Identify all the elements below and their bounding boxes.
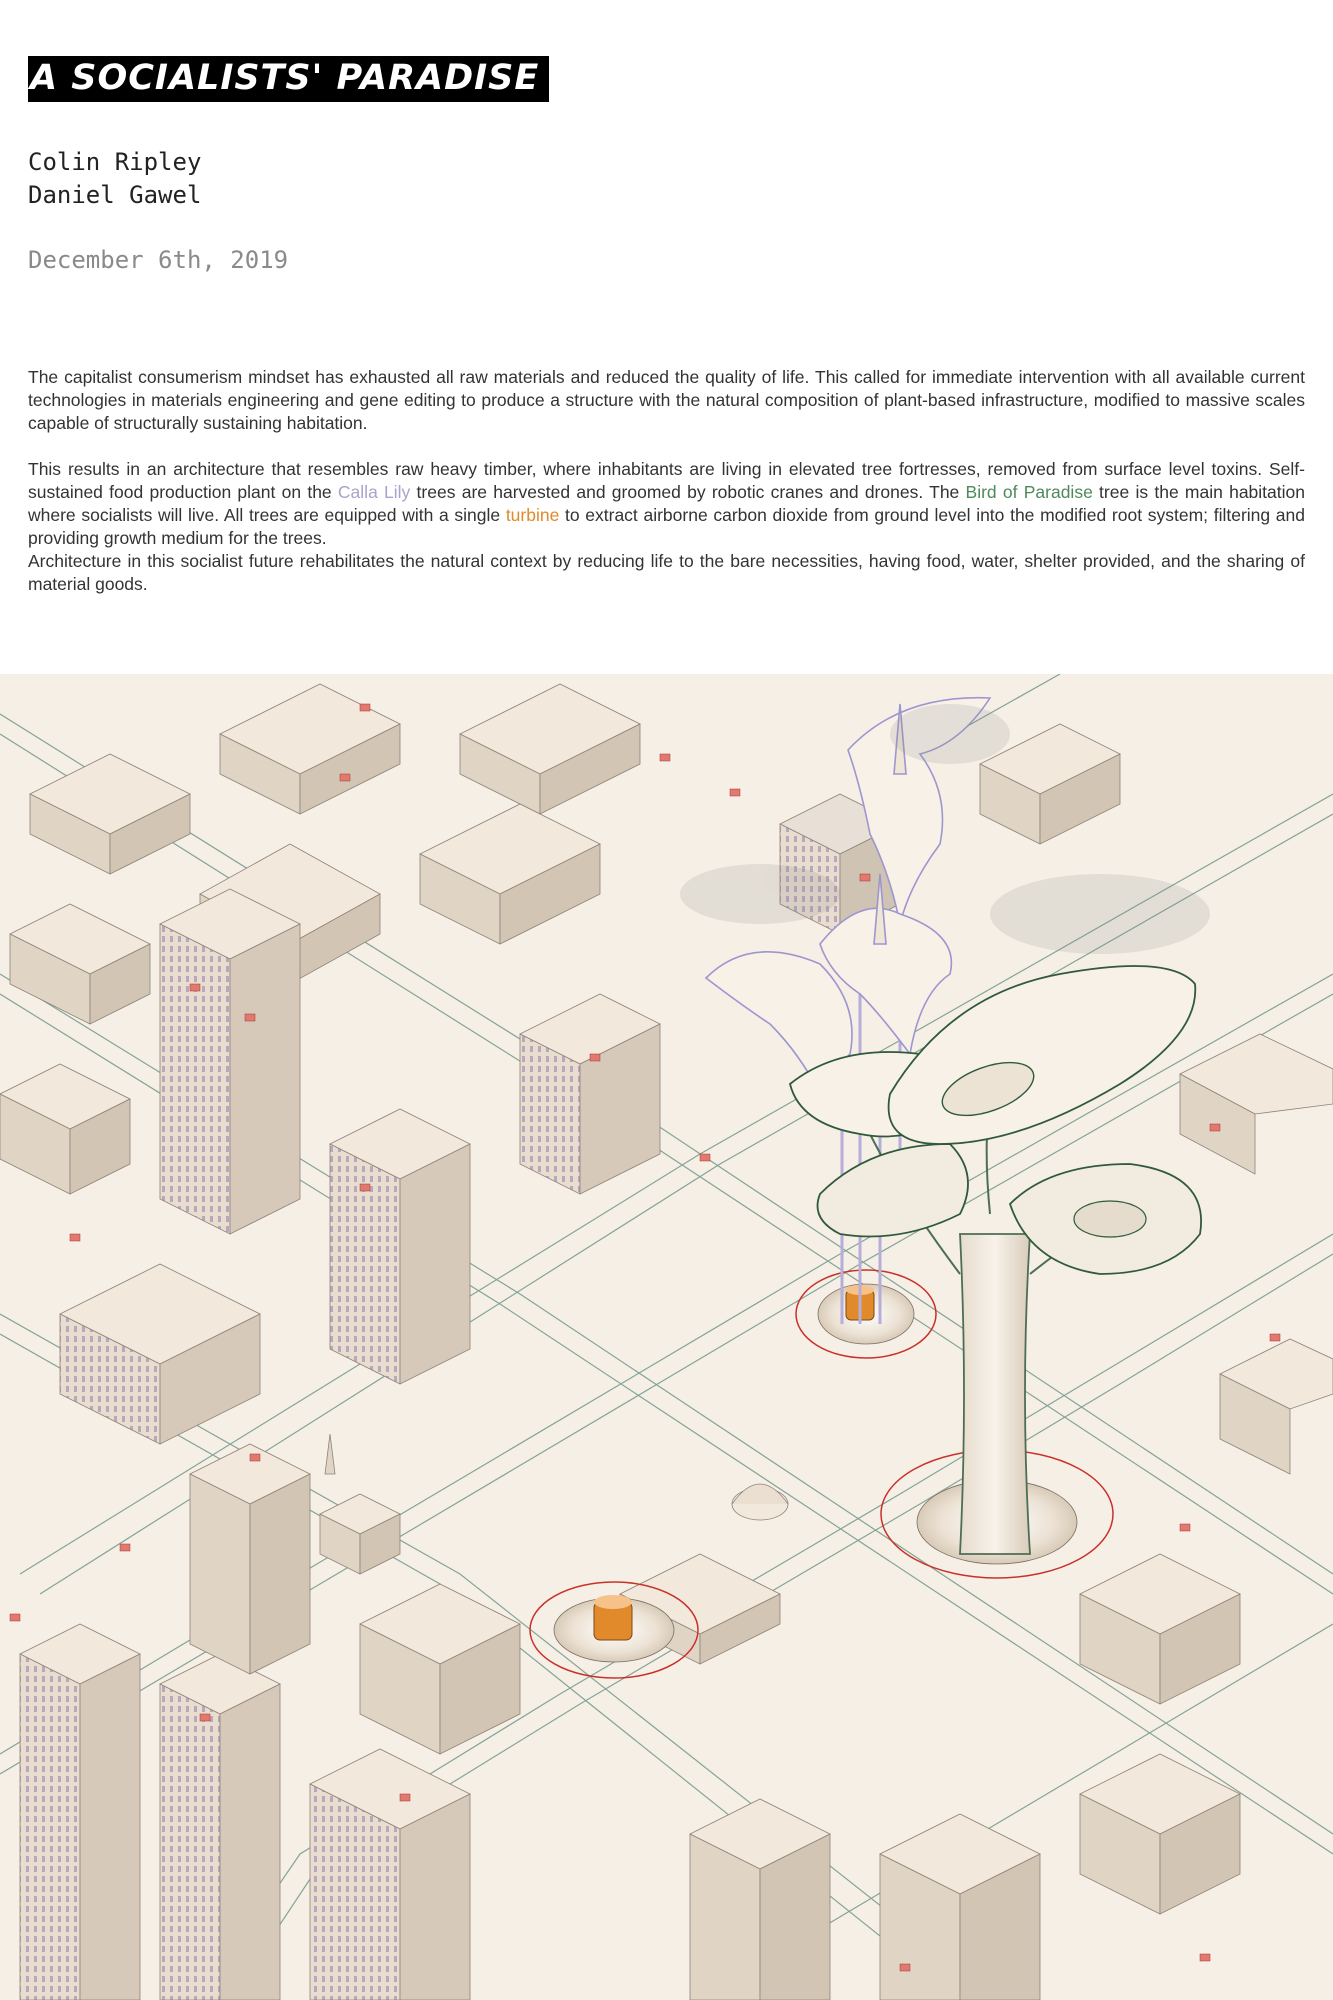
text-run: to extract airborne carbon dioxide from ground level into the modified root system; filtering and providing growth medium for the trees. — [28, 505, 1305, 548]
authors — [28, 146, 1305, 212]
author-name: Daniel Gawel — [28, 181, 202, 209]
author-name: Colin Ripley — [28, 148, 202, 176]
title-banner — [28, 56, 549, 102]
calla-lily-highlight: Calla Lily — [337, 482, 411, 502]
description — [28, 366, 1305, 596]
header — [28, 56, 1305, 275]
paragraph: Architecture in this socialist future rehabilitates the natural context by reducing life to the bare necessities, having food, water, shelter provided, and the sharing of material goods. — [28, 551, 1305, 594]
paragraph — [28, 458, 1305, 550]
text-run: This results in an architecture that resembles raw heavy timber, where inhabitants are living in elevated tree fortresses, removed from surface level toxins. Self-sustained food production plant on the — [28, 459, 1305, 502]
page-title: A SOCIALISTS' PARADISE — [30, 58, 540, 98]
turbine-highlight: turbine — [505, 505, 560, 525]
date: December 6th, 2019 — [28, 246, 289, 274]
paragraph: The capitalist consumerism mindset has exhausted all raw materials and reduced the quality of life. This called for immediate intervention with all available current technologies in materials engineering and gene editing to produce a structure with the natural composition of plant-based infrastructure, modified to massive scales capable of structurally sustaining habitation. — [28, 367, 1305, 433]
bird-of-paradise-highlight: Bird of Paradise — [965, 482, 1093, 502]
city-illustration — [0, 674, 1333, 2000]
text-run: trees are harvested and groomed by robotic cranes and drones. The — [410, 482, 966, 502]
text-run: tree is the main habitation where socialists will live. All trees are equipped with a single — [28, 482, 1305, 525]
